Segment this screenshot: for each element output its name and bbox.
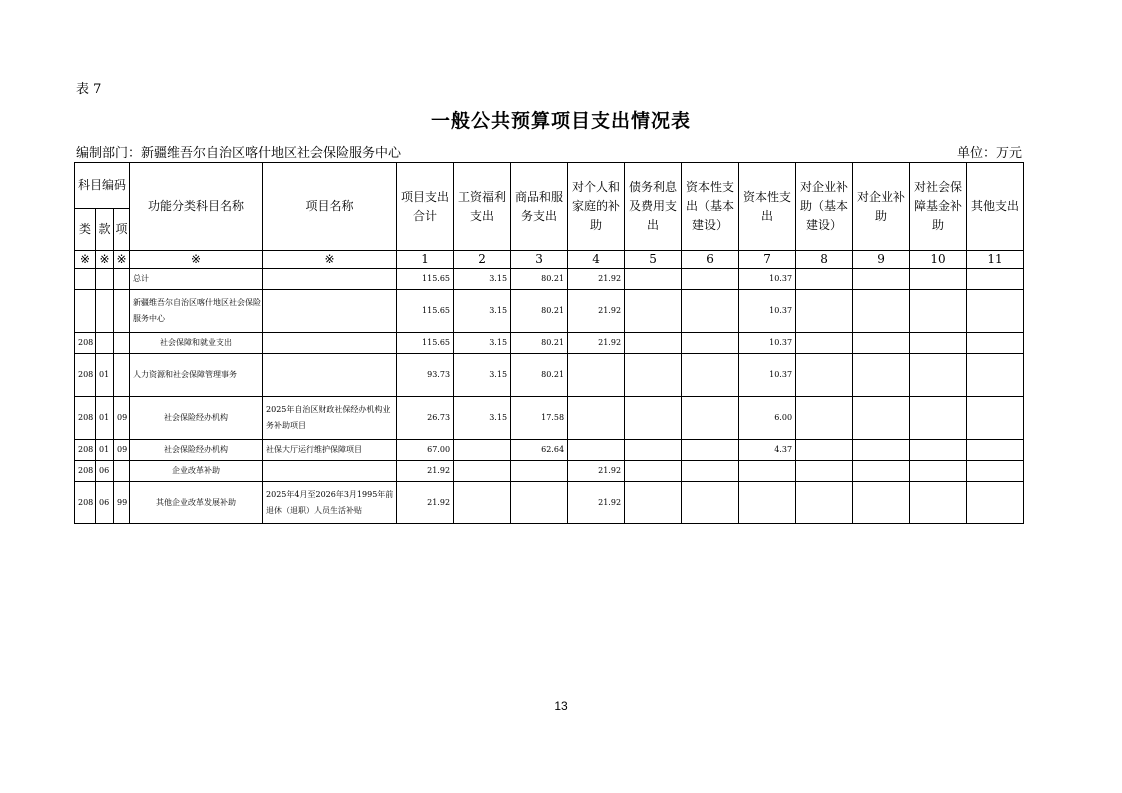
- goods-cell: 80.21: [511, 333, 568, 354]
- social-fund-cell: [910, 397, 967, 440]
- marker-cell: 1: [397, 251, 454, 269]
- social-fund-cell: [910, 333, 967, 354]
- marker-cell: ※: [96, 251, 114, 269]
- kuan-cell: 01: [96, 397, 114, 440]
- marker-cell: 11: [967, 251, 1024, 269]
- enterprise-basic-cell: [796, 290, 853, 333]
- table-row: [75, 354, 1024, 397]
- goods-cell: 62.64: [511, 440, 568, 461]
- enterprise-basic-header: 对企业补助（基本建设）: [796, 163, 853, 251]
- marker-cell: 8: [796, 251, 853, 269]
- xiang-cell: [114, 269, 130, 290]
- project-name-cell: 社保大厅运行维护保障项目: [263, 440, 397, 461]
- kuan-cell: 06: [96, 482, 114, 524]
- table-row: [75, 482, 1024, 524]
- individual-header: 对个人和家庭的补助: [568, 163, 625, 251]
- function-name-cell: 其他企业改革发展补助: [130, 482, 263, 524]
- xiang-header: 项: [114, 209, 130, 251]
- debt-cell: [625, 333, 682, 354]
- table-tag: 表 7: [76, 82, 102, 97]
- other-cell: [967, 482, 1024, 524]
- lei-cell: 208: [75, 461, 96, 482]
- social-fund-cell: [910, 461, 967, 482]
- function-name-cell: 新疆维吾尔自治区喀什地区社会保险服务中心: [130, 290, 263, 333]
- goods-cell: 80.21: [511, 354, 568, 397]
- debt-cell: [625, 290, 682, 333]
- other-cell: [967, 290, 1024, 333]
- individual-cell: 21.92: [568, 482, 625, 524]
- xiang-cell: [114, 461, 130, 482]
- marker-cell: 6: [682, 251, 739, 269]
- lei-cell: [75, 290, 96, 333]
- capital-cell: 6.00: [739, 397, 796, 440]
- total-cell: 115.65: [397, 290, 454, 333]
- marker-cell: 7: [739, 251, 796, 269]
- other-cell: [967, 461, 1024, 482]
- social-fund-cell: [910, 290, 967, 333]
- project-name-cell: [263, 333, 397, 354]
- marker-cell: 10: [910, 251, 967, 269]
- kuan-cell: 01: [96, 440, 114, 461]
- lei-cell: 208: [75, 440, 96, 461]
- enterprise-basic-cell: [796, 397, 853, 440]
- debt-cell: [625, 482, 682, 524]
- table-row: [75, 440, 1024, 461]
- debt-cell: [625, 397, 682, 440]
- capital-cell: [739, 461, 796, 482]
- total-cell: 115.65: [397, 333, 454, 354]
- capital-cell: [739, 482, 796, 524]
- lei-cell: 208: [75, 397, 96, 440]
- marker-cell: ※: [130, 251, 263, 269]
- capital-basic-header: 资本性支出（基本建设）: [682, 163, 739, 251]
- total-cell: 93.73: [397, 354, 454, 397]
- other-header: 其他支出: [967, 163, 1024, 251]
- total-cell: 26.73: [397, 397, 454, 440]
- total-cell: 67.00: [397, 440, 454, 461]
- marker-cell: 5: [625, 251, 682, 269]
- project-name-cell: 2025年4月至2026年3月1995年前退休（退职）人员生活补贴: [263, 482, 397, 524]
- xiang-cell: [114, 333, 130, 354]
- kuan-cell: 06: [96, 461, 114, 482]
- capital-cell: 10.37: [739, 333, 796, 354]
- individual-cell: 21.92: [568, 269, 625, 290]
- capital-cell: 10.37: [739, 269, 796, 290]
- project-name-header: 项目名称: [263, 163, 397, 251]
- unit-label: 单位：万元: [957, 146, 1023, 161]
- project-name-cell: 2025年自治区财政社保经办机构业务补助项目: [263, 397, 397, 440]
- xiang-cell: [114, 354, 130, 397]
- lei-cell: 208: [75, 333, 96, 354]
- table-row: [75, 397, 1024, 440]
- enterprise-basic-cell: [796, 354, 853, 397]
- marker-cell: 9: [853, 251, 910, 269]
- goods-cell: [511, 461, 568, 482]
- enterprise-cell: [853, 482, 910, 524]
- other-cell: [967, 440, 1024, 461]
- capital-header: 资本性支出: [739, 163, 796, 251]
- goods-cell: 80.21: [511, 269, 568, 290]
- social-fund-cell: [910, 354, 967, 397]
- enterprise-cell: [853, 397, 910, 440]
- other-cell: [967, 333, 1024, 354]
- table-row: [75, 461, 1024, 482]
- project-name-cell: [263, 290, 397, 333]
- capital-basic-cell: [682, 333, 739, 354]
- enterprise-cell: [853, 290, 910, 333]
- enterprise-cell: [853, 354, 910, 397]
- subject-code-header: 科目编码: [75, 163, 130, 209]
- wages-cell: 3.15: [454, 269, 511, 290]
- project-name-cell: [263, 354, 397, 397]
- expenditure-table: [74, 162, 1024, 524]
- enterprise-basic-cell: [796, 461, 853, 482]
- marker-cell: 4: [568, 251, 625, 269]
- xiang-cell: [114, 290, 130, 333]
- function-name-header: 功能分类科目名称: [130, 163, 263, 251]
- individual-cell: [568, 354, 625, 397]
- goods-cell: 17.58: [511, 397, 568, 440]
- social-fund-header: 对社会保障基金补助: [910, 163, 967, 251]
- social-fund-cell: [910, 269, 967, 290]
- function-name-cell: 企业改革补助: [130, 461, 263, 482]
- function-name-cell: 人力资源和社会保障管理事务: [130, 354, 263, 397]
- social-fund-cell: [910, 440, 967, 461]
- wages-cell: [454, 482, 511, 524]
- table-row: [75, 269, 1024, 290]
- individual-cell: [568, 397, 625, 440]
- xiang-cell: 99: [114, 482, 130, 524]
- enterprise-cell: [853, 440, 910, 461]
- marker-cell: ※: [75, 251, 96, 269]
- goods-cell: 80.21: [511, 290, 568, 333]
- other-cell: [967, 354, 1024, 397]
- individual-cell: 21.92: [568, 333, 625, 354]
- capital-basic-cell: [682, 397, 739, 440]
- individual-cell: 21.92: [568, 461, 625, 482]
- wages-cell: 3.15: [454, 333, 511, 354]
- function-name-cell: 社会保障和就业支出: [130, 333, 263, 354]
- marker-cell: 2: [454, 251, 511, 269]
- marker-row: [75, 251, 1024, 269]
- goods-cell: [511, 482, 568, 524]
- individual-cell: 21.92: [568, 290, 625, 333]
- page-title: 一般公共预算项目支出情况表: [430, 110, 691, 132]
- wages-header: 工资福利支出: [454, 163, 511, 251]
- table-row: [75, 290, 1024, 333]
- kuan-header: 款: [96, 209, 114, 251]
- capital-basic-cell: [682, 440, 739, 461]
- debt-cell: [625, 354, 682, 397]
- wages-cell: 3.15: [454, 397, 511, 440]
- table-row: [75, 333, 1024, 354]
- function-name-cell: 社会保险经办机构: [130, 397, 263, 440]
- page-number: 13: [554, 699, 568, 713]
- enterprise-basic-cell: [796, 333, 853, 354]
- debt-cell: [625, 269, 682, 290]
- lei-cell: 208: [75, 354, 96, 397]
- total-cell: 21.92: [397, 482, 454, 524]
- kuan-cell: [96, 333, 114, 354]
- lei-cell: 208: [75, 482, 96, 524]
- lei-header: 类: [75, 209, 96, 251]
- other-cell: [967, 269, 1024, 290]
- function-name-cell: 总计: [130, 269, 263, 290]
- enterprise-header: 对企业补助: [853, 163, 910, 251]
- kuan-cell: [96, 290, 114, 333]
- wages-cell: 3.15: [454, 354, 511, 397]
- marker-cell: 3: [511, 251, 568, 269]
- xiang-cell: 09: [114, 397, 130, 440]
- marker-cell: ※: [263, 251, 397, 269]
- debt-cell: [625, 440, 682, 461]
- wages-cell: [454, 440, 511, 461]
- kuan-cell: 01: [96, 354, 114, 397]
- debt-header: 债务利息及费用支出: [625, 163, 682, 251]
- function-name-cell: 社会保险经办机构: [130, 440, 263, 461]
- capital-basic-cell: [682, 290, 739, 333]
- project-name-cell: [263, 269, 397, 290]
- wages-cell: 3.15: [454, 290, 511, 333]
- enterprise-cell: [853, 333, 910, 354]
- capital-basic-cell: [682, 354, 739, 397]
- department-label: 编制部门：新疆维吾尔自治区喀什地区社会保险服务中心: [76, 146, 402, 161]
- total-cell: 115.65: [397, 269, 454, 290]
- enterprise-basic-cell: [796, 269, 853, 290]
- enterprise-basic-cell: [796, 482, 853, 524]
- capital-cell: 10.37: [739, 354, 796, 397]
- other-cell: [967, 397, 1024, 440]
- enterprise-cell: [853, 461, 910, 482]
- xiang-cell: 09: [114, 440, 130, 461]
- lei-cell: [75, 269, 96, 290]
- marker-cell: ※: [114, 251, 130, 269]
- individual-cell: [568, 440, 625, 461]
- wages-cell: [454, 461, 511, 482]
- project-name-cell: [263, 461, 397, 482]
- total-cell: 21.92: [397, 461, 454, 482]
- goods-header: 商品和服务支出: [511, 163, 568, 251]
- enterprise-basic-cell: [796, 440, 853, 461]
- enterprise-cell: [853, 269, 910, 290]
- capital-basic-cell: [682, 461, 739, 482]
- capital-basic-cell: [682, 482, 739, 524]
- capital-cell: 4.37: [739, 440, 796, 461]
- debt-cell: [625, 461, 682, 482]
- capital-basic-cell: [682, 269, 739, 290]
- kuan-cell: [96, 269, 114, 290]
- social-fund-cell: [910, 482, 967, 524]
- capital-cell: 10.37: [739, 290, 796, 333]
- total-header: 项目支出合计: [397, 163, 454, 251]
